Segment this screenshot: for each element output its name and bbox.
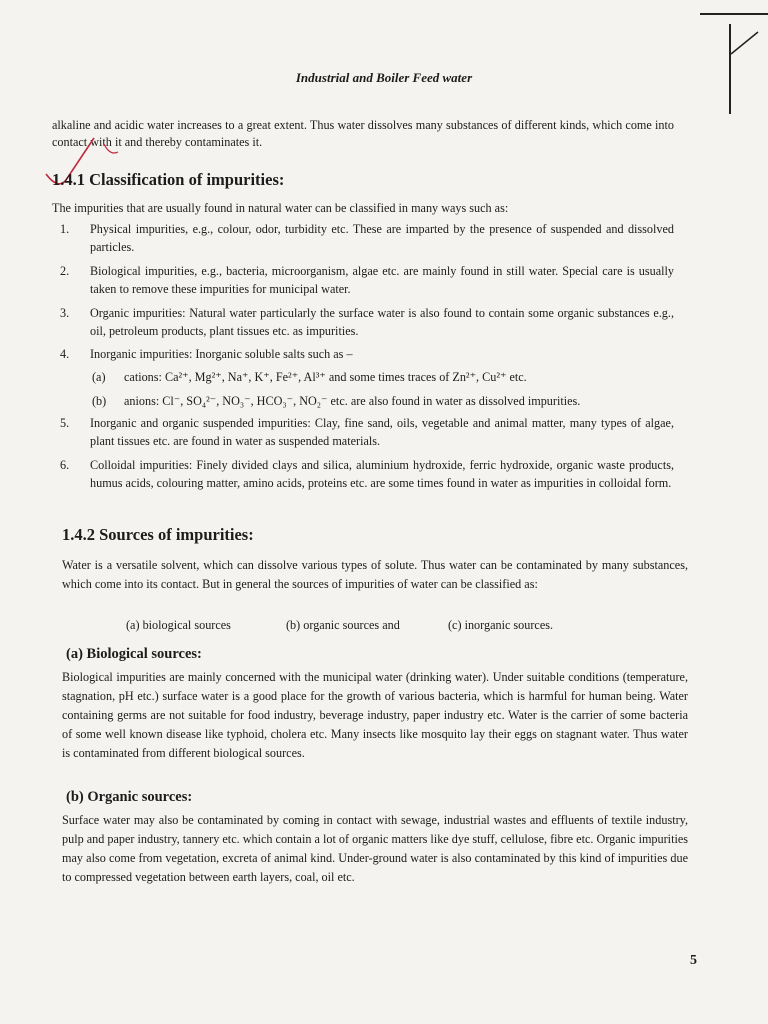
scan-corner-mark — [728, 24, 768, 64]
item-number: 5. — [60, 416, 70, 430]
item-text: Physical impurities, e.g., colour, odor, turbidity etc. These are imparted by the presence of suspended and dissolved particles. — [90, 222, 674, 254]
impurity-item — [52, 415, 674, 451]
page-number: 5 — [690, 953, 697, 968]
subitem-label: (a) — [92, 370, 106, 384]
heading-organic-sources: (b) Organic sources: — [66, 789, 193, 805]
source-inorganic: (c) inorganic sources. — [448, 618, 554, 632]
impurity-item — [52, 305, 674, 341]
sources-paragraph: Water is a versatile solvent, which can dissolve various types of solute. Thus water can be contaminated by many substances, which come into its contact. But in general the sources of impurities of water can be classified as: — [62, 558, 688, 591]
heading-biological-sources: (a) Biological sources: — [66, 646, 202, 662]
subitem-text: anions: Cl⁻, SO₄²⁻, NO₃⁻, HCO₃⁻, NO₂⁻ etc. are also found in water as dissolved impurities. — [124, 394, 581, 408]
anions-subitem — [92, 393, 672, 411]
intro-paragraph: alkaline and acidic water increases to a great extent. Thus water dissolves many substances of different kinds, which come into contact with it and thereby contaminates it. — [52, 118, 674, 149]
item-number: 4. — [60, 347, 70, 361]
organic-paragraph: Surface water may also be contaminated by coming in contact with sewage, industrial wastes and effluents of textile industry, pulp and paper industry, tannery etc. which contain a lot of organic matters like dye stuff, cellulose, fibre etc. Organic impurities may also come from vegetation, excreta of animal kind. Under-ground water is also contaminated by this kind of impurities due to compressed vegetation between earth layers, coal, oil etc. — [62, 813, 688, 884]
source-organic: (b) organic sources and — [286, 618, 400, 632]
item-text: Colloidal impurities: Finely divided clays and silica, aluminium hydroxide, ferric hydroxide, organic waste products, humus acids, colouring matter, amino acids, proteins etc. are some times found in water as impurities in colloidal form. — [90, 458, 674, 490]
section-heading-sources: 1.4.2 Sources of impurities: — [62, 525, 254, 544]
cations-subitem — [92, 369, 672, 387]
classification-lead: The impurities that are usually found in natural water can be classified in many ways such as: — [52, 201, 509, 215]
running-header: Industrial and Boiler Feed water — [295, 70, 473, 85]
item-number: 1. — [60, 222, 70, 236]
impurity-item — [52, 457, 674, 511]
item-number: 6. — [60, 458, 70, 472]
item-number: 2. — [60, 264, 70, 278]
subitem-text: cations: Ca²⁺, Mg²⁺, Na⁺, K⁺, Fe²⁺, Al³⁺ and some times traces of Zn²⁺, Cu²⁺ etc. — [124, 370, 527, 384]
source-biological: (a) biological sources — [126, 618, 231, 632]
impurity-item — [52, 221, 674, 257]
subitem-label: (b) — [92, 394, 107, 408]
item-text: Biological impurities, e.g., bacteria, microorganism, algae etc. are mainly found in still water. Special care is usually taken to remove these impurities for municipal water. — [90, 264, 674, 296]
item-text: Inorganic and organic suspended impurities: Clay, fine sand, oils, vegetable and animal matter, many types of algae, plant tissues etc. are found in water as suspended materials. — [90, 416, 674, 448]
item-number: 3. — [60, 306, 70, 320]
impurity-item — [52, 346, 674, 364]
biological-paragraph: Biological impurities are mainly concerned with the municipal water (drinking water). Under suitable conditions (temperature, stagnation, pH etc.) surface water is a good place for the growth of various bacteria, which is harmful for human being. Water containing germs are not suitable for food industry, beverage industry, paper industry etc. Water is the carrier of some bacteria of some well known disease like typhoid, cholera etc. Many insects like mosquito lay their eggs on stagnant water. Thus water is contaminated from different biological sources. — [62, 670, 688, 760]
scan-edge-top — [700, 13, 768, 15]
impurity-item — [52, 263, 674, 299]
section-heading-classification: 1.4.1 Classification of impurities: — [52, 170, 285, 189]
item-text: Inorganic impurities: Inorganic soluble salts such as – — [90, 347, 353, 361]
item-text: Organic impurities: Natural water particularly the surface water is also found to contain some organic substances e.g., oil, petroleum products, plant tissues etc. as impurities. — [90, 306, 674, 338]
